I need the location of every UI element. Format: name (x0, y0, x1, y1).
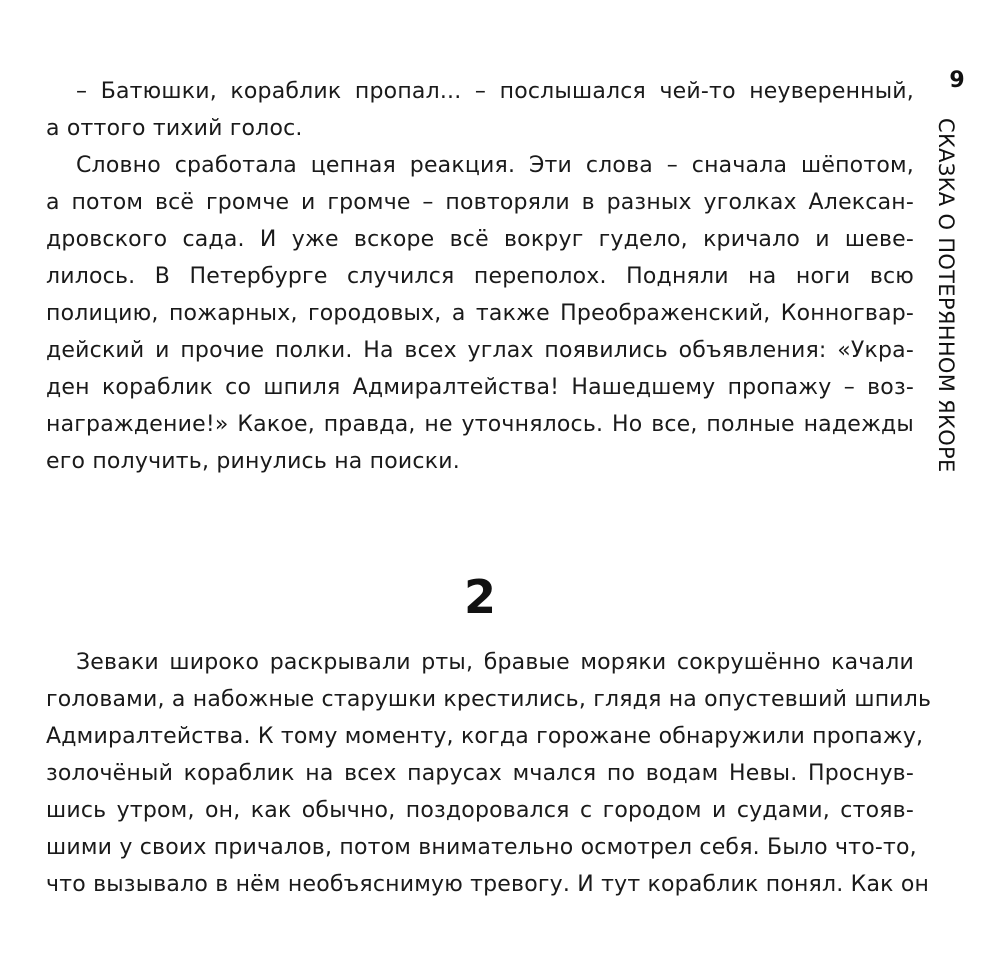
text-line: дейский и прочие полки. На всех углах появились объявления: «Укра- (46, 338, 914, 363)
text-line: что вызывало в нём необъяснимую тревогу. И тут кораблик понял. Как он (46, 872, 930, 897)
section-2-text (46, 644, 932, 903)
text-line: дровского сада. И уже вскоре всё вокруг гудело, кричало и шеве- (46, 227, 914, 252)
section-1-text (46, 73, 914, 480)
text-line: золочёный кораблик на всех парусах мчался по водам Невы. Проснув- (46, 761, 914, 786)
running-head: СКАЗКА О ПОТЕРЯННОМ ЯКОРЕ (934, 118, 958, 473)
text-line: Зеваки широко раскрывали рты, бравые моряки сокрушённо качали (76, 650, 914, 675)
text-line: Словно сработала цепная реакция. Эти слова – сначала шёпотом, (76, 153, 914, 178)
text-line: шись утром, он, как обычно, поздоровался с городом и судами, стояв- (46, 798, 914, 823)
text-line: шими у своих причалов, потом внимательно осмотрел себя. Было что-то, (46, 835, 917, 860)
text-line: а оттого тихий голос. (46, 116, 303, 141)
page-number: 9 (949, 68, 965, 93)
text-line: полицию, пожарных, городовых, а также Преображенский, Конногвар- (46, 301, 914, 326)
text-line: ден кораблик со шпиля Адмиралтейства! Нашедшему пропажу – воз- (46, 375, 914, 400)
chapter-number: 2 (463, 570, 496, 624)
text-line: награждение!» Какое, правда, не уточнялось. Но все, полные надежды (46, 412, 914, 437)
text-line: – Батюшки, кораблик пропал... – послышался чей-то неуверенный, (76, 79, 914, 104)
text-line: лилось. В Петербурге случился переполох. Подняли на ноги всю (46, 264, 914, 289)
text-line: Адмиралтейства. К тому моменту, когда горожане обнаружили пропажу, (46, 724, 924, 749)
text-line: его получить, ринулись на поиски. (46, 449, 460, 474)
text-line: а потом всё громче и громче – повторяли в разных уголках Алексан- (46, 190, 914, 215)
text-line: головами, а набожные старушки крестились, глядя на опустевший шпиль (46, 687, 932, 712)
